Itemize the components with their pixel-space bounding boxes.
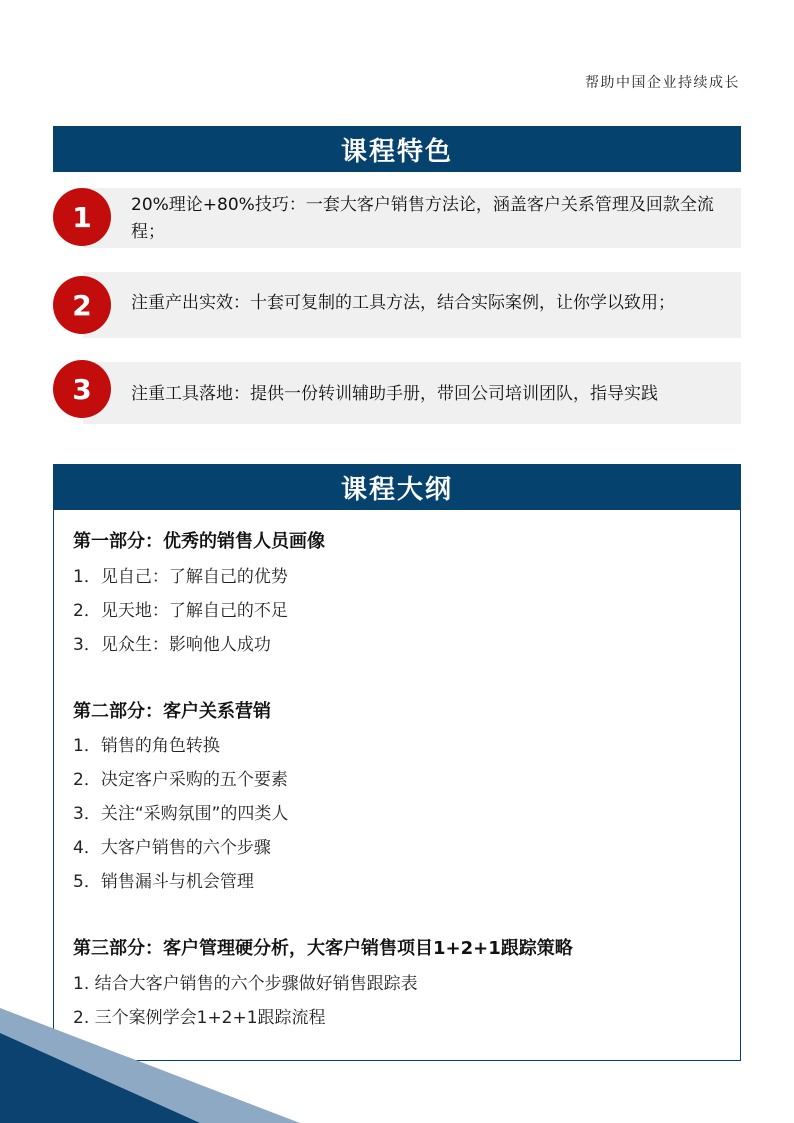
part-title-1: 第一部分：优秀的销售人员画像 [73, 531, 325, 552]
feature-text-2: 注重产出实效：十套可复制的工具方法，结合实际案例，让你学以致用； [131, 293, 675, 313]
part-2-item: 3．关注“采购氛围”的四类人 [73, 804, 289, 824]
number-badge-3: 3 [53, 360, 111, 418]
tagline: 帮助中国企业持续成长 [585, 75, 740, 91]
features-header [53, 126, 741, 172]
part-1-item: 3．见众生：影响他人成功 [73, 635, 271, 655]
part-2-item: 4．大客户销售的六个步骤 [73, 838, 271, 858]
part-3-item: 2. 三个案例学会1+2+1跟踪流程 [73, 1008, 326, 1028]
feature-text-1: 20%理论+80%技巧：一套大客户销售方法论，涵盖客户关系管理及回款全流程； [131, 195, 714, 242]
feature-item-3 [53, 358, 741, 424]
number-badge-2: 2 [53, 276, 111, 334]
decorative-corner-shape [0, 1008, 300, 1123]
part-title-3: 第三部分：客户管理硬分析，大客户销售项目1+2+1跟踪策略 [73, 938, 573, 959]
feature-item-1 [53, 186, 741, 248]
part-1-item: 2．见天地：了解自己的不足 [73, 601, 288, 621]
feature-text-3: 注重工具落地：提供一份转训辅助手册，带回公司培训团队，指导实践 [131, 384, 658, 404]
feature-item-2 [53, 272, 741, 338]
outline-content [73, 528, 733, 1035]
number-badge-1: 1 [53, 188, 111, 246]
outline-header [53, 464, 741, 510]
part-2-item: 2．决定客户采购的五个要素 [73, 770, 288, 790]
part-title-2: 第二部分：客户关系营销 [73, 701, 271, 722]
features-title: 课程特色 [340, 136, 453, 167]
part-2-item: 1．销售的角色转换 [73, 736, 220, 756]
part-2-item: 5．销售漏斗与机会管理 [73, 872, 254, 892]
outline-title: 课程大纲 [340, 474, 453, 505]
part-3-item: 1. 结合大客户销售的六个步骤做好销售跟踪表 [73, 974, 418, 994]
part-1-item: 1．见自己：了解自己的优势 [73, 567, 288, 587]
